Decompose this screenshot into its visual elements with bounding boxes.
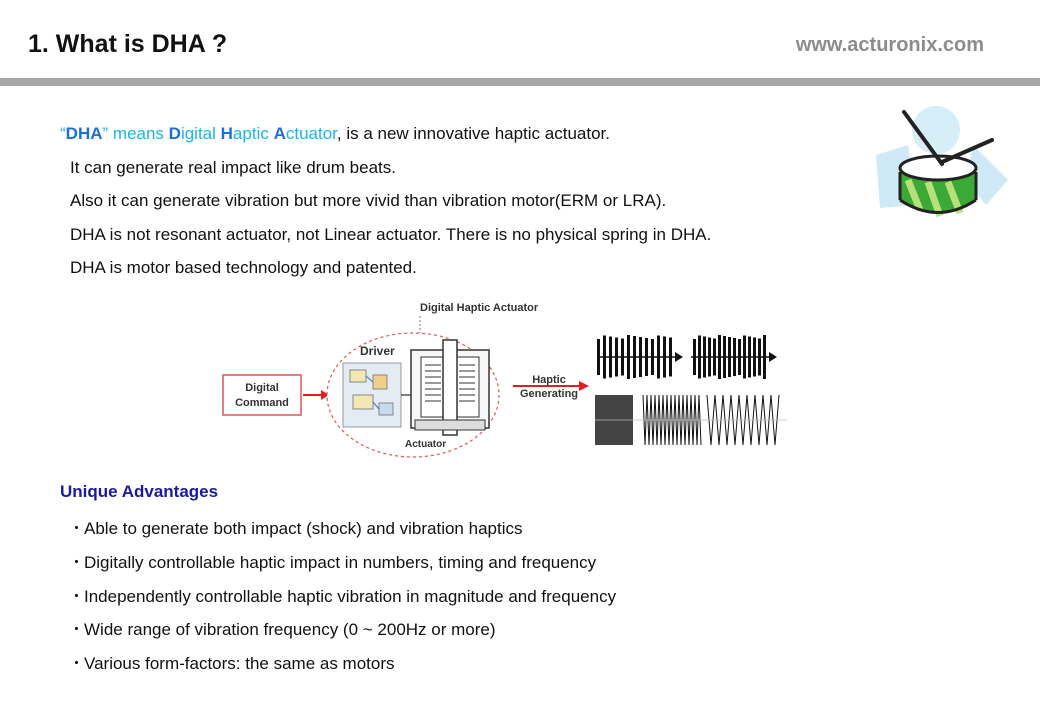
svg-text:Driver: Driver xyxy=(360,344,395,358)
slide-title: 1. What is DHA ? xyxy=(28,30,228,58)
advantages-heading: Unique Advantages xyxy=(60,482,219,501)
intro-text xyxy=(60,117,711,285)
diagram-top-label: Digital Haptic Actuator xyxy=(420,302,539,314)
svg-text:Command: Command xyxy=(235,397,289,409)
header-divider xyxy=(0,78,1040,86)
vibration-waveforms xyxy=(595,395,787,445)
intro-line-2: It can generate real impact like drum beats. xyxy=(70,157,396,177)
website-url: www.acturonix.com xyxy=(795,34,984,56)
advantage-item: ・Wide range of vibration frequency (0 ~ 200Hz or more) xyxy=(68,620,496,640)
input-arrow xyxy=(303,390,329,400)
actuator-label: Actuator xyxy=(405,439,447,450)
advantage-item: ・Able to generate both impact (shock) and vibration haptics xyxy=(68,519,523,538)
dha-diagram xyxy=(215,295,805,465)
svg-text:Generating: Generating xyxy=(519,388,579,400)
svg-text:Digital: Digital xyxy=(245,382,279,394)
advantage-item: ・Independently controllable haptic vibration in magnitude and frequency xyxy=(68,586,617,606)
intro-line-4: DHA is not resonant actuator, not Linear actuator. There is no physical spring in DHA. xyxy=(70,224,712,244)
output-arrow xyxy=(513,374,589,400)
drum-illustration xyxy=(868,100,1013,225)
intro-line-3: Also it can generate vibration but more vivid than vibration motor(ERM or LRA). xyxy=(70,191,667,210)
intro-line-5: DHA is motor based technology and patented. xyxy=(70,258,417,277)
dha-definition: “DHA” means Digital Haptic Actuator xyxy=(60,124,337,143)
advantages-list xyxy=(68,512,616,681)
advantage-item: ・Digitally controllable haptic impact in numbers, timing and frequency xyxy=(68,552,597,572)
intro-line-1: “DHA” means Digital Haptic Actuator, is a new innovative haptic actuator. xyxy=(60,124,610,143)
svg-text:Haptic: Haptic xyxy=(532,374,566,386)
advantage-item: ・Various form-factors: the same as motors xyxy=(68,654,395,674)
digital-command-box xyxy=(223,375,301,415)
